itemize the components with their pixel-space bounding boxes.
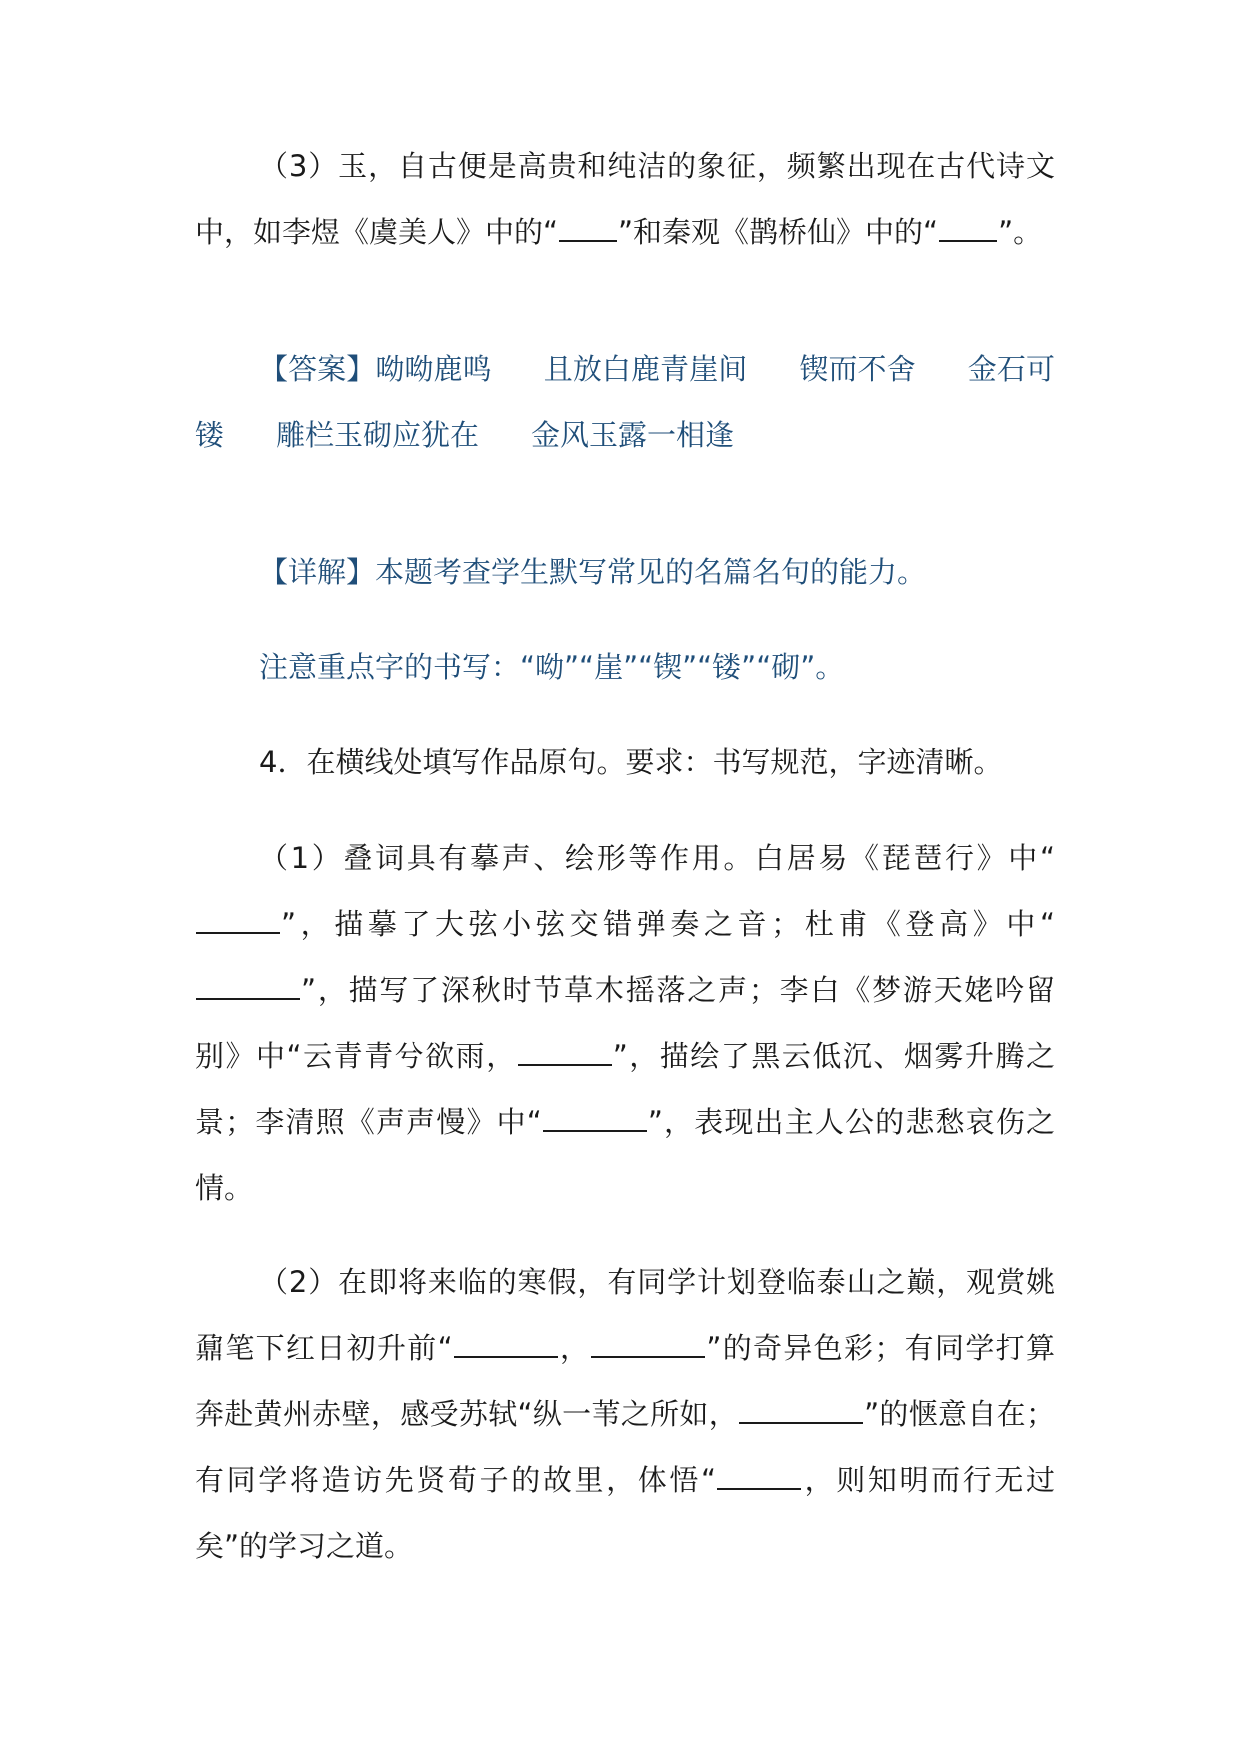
text-segment: ”，描绘了黑云低沉、烟雾升腾之景；李清照《声声慢》中“ [195, 1039, 1055, 1139]
text-segment: ”的惬意自在；有同学将造访先贤荀子的故里，体悟“ [195, 1397, 1055, 1497]
answer-item: 金石可镂 [195, 352, 1055, 452]
answer-blank[interactable] [939, 210, 997, 242]
text-segment: ”。 [998, 215, 1043, 249]
detail-text: 本题考查学生默写常见的名篇名句的能力。 [375, 555, 927, 589]
text-segment: ， [558, 1331, 591, 1365]
answer-block [195, 336, 1055, 468]
question-3-text [195, 133, 1055, 265]
answer-item: 锲而不舍 [799, 352, 916, 386]
answer-item: 雕栏玉砌应犹在 [276, 418, 480, 452]
text-segment: ，则知明而行无过矣”的学习之道。 [195, 1463, 1055, 1563]
answer-item: 呦呦鹿鸣 [375, 352, 492, 386]
text-segment: （1）叠词具有摹声、绘形等作用。白居易《琵琶行》中“ [259, 841, 1055, 875]
text-segment: ”，表现出主人公的悲愁哀伤之情。 [195, 1105, 1056, 1205]
answer-item: 且放白鹿青崖间 [543, 352, 748, 386]
answer-item: 金风玉露一相逢 [531, 418, 735, 452]
answer-blank[interactable] [739, 1392, 863, 1424]
text-segment: ”和秦观《鹊桥仙》中的“ [618, 215, 939, 249]
question-4-title: 4．在横线处填写作品原句。要求：书写规范，字迹清晰。 [259, 745, 1003, 779]
answer-label: 【答案】 [259, 352, 376, 386]
answer-blank[interactable] [717, 1458, 801, 1490]
detail-label: 【详解】 [259, 555, 376, 589]
text-segment: ”，描写了深秋时节草木摇落之声；李白《梦游天姥吟留别》中“云青青兮欲雨， [195, 973, 1055, 1073]
question-4-part-2 [195, 1249, 1055, 1579]
answer-blank[interactable] [196, 968, 300, 1000]
answer-blank[interactable] [591, 1326, 705, 1358]
answer-blank[interactable] [454, 1326, 558, 1358]
text-segment: ”的奇异色彩；有同学打算奔赴黄州赤壁，感受苏轼“纵一苇之所如， [195, 1331, 1055, 1431]
answer-blank[interactable] [196, 902, 280, 934]
detail-note: 注意重点字的书写：“呦”“崖”“锲”“镂”“砌”。 [259, 650, 845, 684]
text-segment: ”，描摹了大弦小弦交错弹奏之音；杜甫《登高》中“ [281, 907, 1055, 941]
answer-blank[interactable] [518, 1034, 612, 1066]
detail-block [195, 539, 1055, 605]
text-segment: （3）玉，自古便是高贵和纯洁的象征，频繁出现在古代诗文中，如李煜《虞美人》中的“ [195, 149, 1055, 249]
answer-blank[interactable] [543, 1100, 647, 1132]
text-segment: （2）在即将来临的寒假，有同学计划登临泰山之巅，观赏姚鼐笔下红日初升前“ [195, 1265, 1055, 1365]
answer-blank[interactable] [559, 210, 617, 242]
question-4-part-1 [195, 825, 1055, 1221]
